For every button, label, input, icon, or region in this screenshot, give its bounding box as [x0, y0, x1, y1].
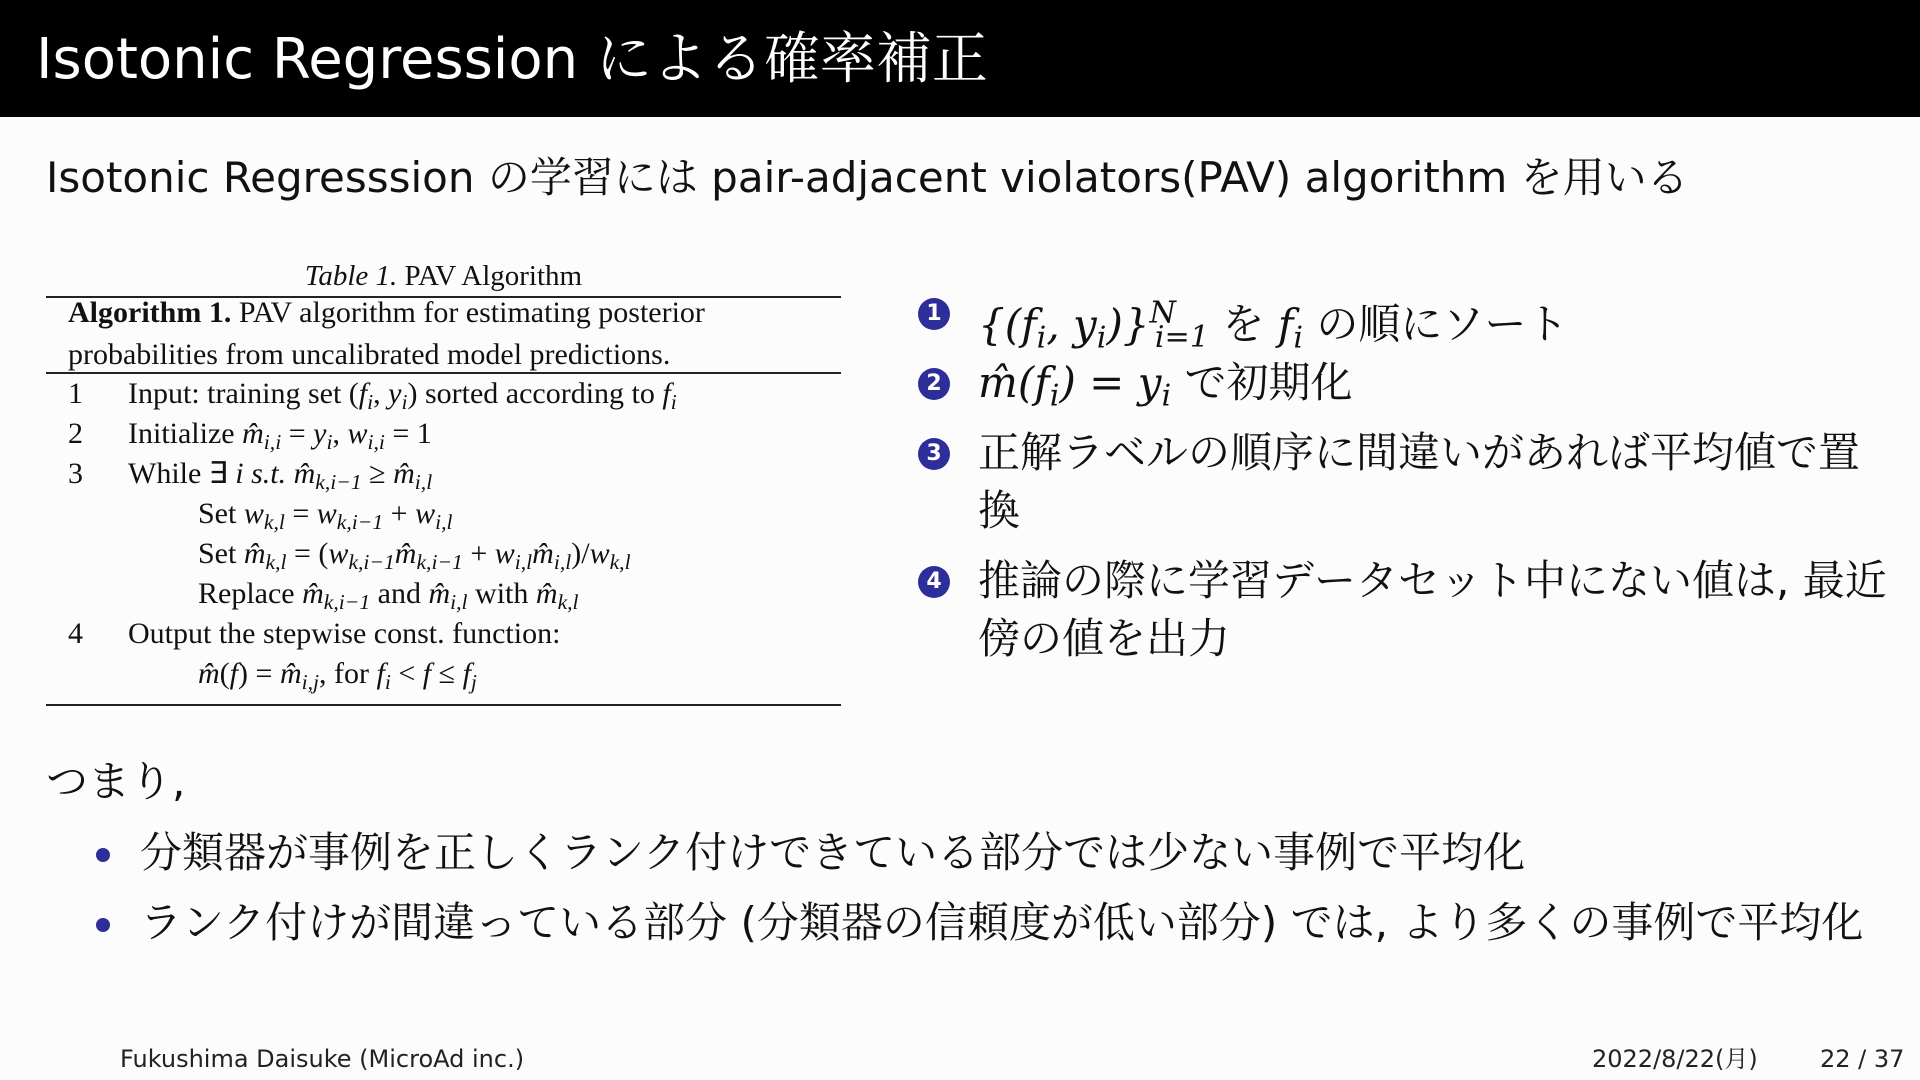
algorithm-description: PAV algorithm for estimating posterior probabilities from uncalibrated model predictions. [68, 296, 705, 371]
step-number: 2 [68, 417, 83, 450]
numbered-item-text: 推論の際に学習データセット中にない値は, 最近傍の値を出力 [978, 556, 1887, 663]
step-number: 4 [68, 617, 83, 650]
numbered-item-text: 正解ラベルの順序に間違いがあれば平均値で置換 [978, 428, 1861, 535]
algorithm-label: Algorithm 1. [68, 296, 232, 329]
bullet-dot [96, 918, 110, 932]
title-bar [0, 0, 1920, 117]
step-text: Output the stepwise const. function: [128, 617, 561, 650]
step-text: Initialize $m̂_{i,i} = y_i$, $w_{i,i} = 1$ [128, 417, 432, 455]
algorithm-step-3b: Set $m̂_{k,l}$ = ($w_{k,i-1}m̂_{k,i-1}$ + $w_{i,l}m̂_{i,l})/w_{k,l}$ [198, 537, 631, 575]
table-bottom-rule [46, 704, 841, 706]
footer-page-number: 22 / 37 [1820, 1045, 1905, 1073]
number-badge: 4 [918, 566, 950, 598]
number-badge: 3 [918, 438, 950, 470]
numbered-item-text: $m̂(f_i) = y_i$ で初期化 [978, 358, 1353, 414]
step-text: While ∃ i s.t. $m̂_{k,i-1}$ ≥ $m̂_{i,l}$ [128, 457, 433, 495]
table-caption-label: Table 1. [304, 260, 398, 292]
step-number: 1 [68, 377, 83, 410]
step-text: Input: training set ($f_i$, $y_i$) sorted according to $f_i$ [128, 377, 677, 415]
numbered-item-text: {($f_i$, $y_i)\}^N_{i=1}$ を $f_i$ の順にソート [978, 295, 1569, 356]
summary-heading: つまり, [46, 757, 186, 806]
algorithm-step-3c: Replace $m̂_{k,i-1}$ and $m̂_{i,l}$ with $m̂_{k,l}$ [198, 577, 579, 615]
bullet-text: ランク付けが間違っている部分 (分類器の信頼度が低い部分) では, より多くの事例で平均化 [140, 898, 1864, 947]
bullet-dot [96, 848, 110, 862]
algorithm-step-3a: Set $w_{k,l} = w_{k,i-1} + w_{i,l}$ [198, 497, 453, 535]
table-caption-text: PAV Algorithm [404, 260, 583, 292]
slide-title: Isotonic Regression による確率補正 [36, 27, 988, 92]
footer-author: Fukushima Daisuke (MicroAd inc.) [120, 1045, 525, 1073]
step-number: 3 [68, 457, 83, 490]
table-caption [46, 258, 841, 294]
algorithm-table [46, 258, 841, 708]
algorithm-header [68, 292, 828, 376]
number-badge: 2 [918, 368, 950, 400]
algorithm-step-4 [68, 614, 560, 654]
number-badge: 1 [918, 298, 950, 330]
footer-date: 2022/8/22(月) [1592, 1045, 1758, 1073]
algorithm-step-4a: m̂(f) = $m̂_{i,j}$, for $f_i < f \le f_j$ [198, 657, 477, 695]
intro-text: Isotonic Regresssion の学習には pair-adjacent violators(PAV) algorithm を用いる [46, 153, 1689, 202]
bullet-text: 分類器が事例を正しくランク付けできている部分では少ない事例で平均化 [140, 828, 1526, 877]
